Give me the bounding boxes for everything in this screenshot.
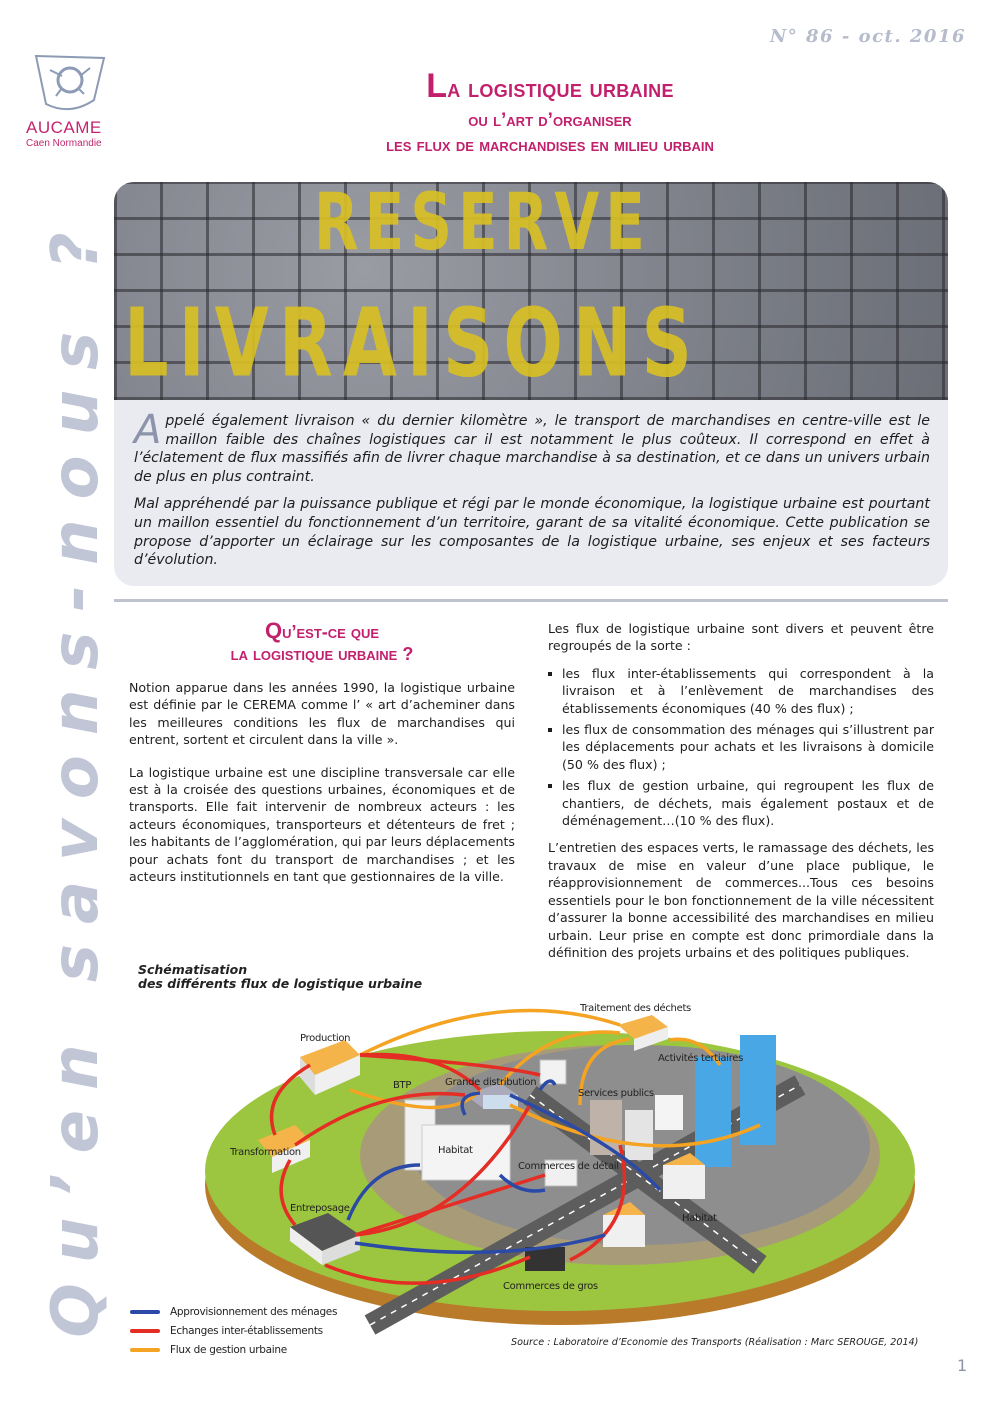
section-heading-line1: u’est-ce que [282, 622, 380, 642]
list-item: les flux inter-établissements qui correspondent à la livraison et à l’enlèvement de marchandises des établissements économiques (40 % des flux) ; [548, 665, 934, 717]
label-entreposage: Entreposage [290, 1203, 350, 1214]
label-habitat: Habitat [438, 1145, 473, 1156]
title-main: a logistique urbaine [447, 73, 674, 103]
label-btp: BTP [393, 1080, 412, 1091]
label-commerces-detail: Commerces de détail [518, 1161, 619, 1172]
label-services-publics: Services publics [578, 1088, 654, 1099]
photo-paint-line2: LIVRAISONS [124, 287, 702, 399]
issue-number: N° 86 - oct. 2016 [769, 26, 966, 47]
diagram-title-line1: Schématisation [138, 962, 248, 977]
section-divider [114, 599, 948, 602]
section-heading-initial: Q [264, 618, 283, 643]
label-grande-distribution: Grande distribution [445, 1077, 537, 1088]
series-side-title [36, 190, 116, 1360]
aucame-logo [26, 50, 126, 160]
left-paragraph: La logistique urbaine est une discipline transversale car elle est à la croisée des questions urbaines, économiques et de transports. Elle fait intervenir de nombreux acteurs : les acteurs économiques, transporteurs et détenteurs de fret ; les habitants de l’agglomération, qui par leurs déplacements pour achats font du transport de marchandises ; et les acteurs institutionnels en tant que gestionnaires de la ville. [129, 764, 515, 885]
left-paragraph: Notion apparue dans les années 1990, la logistique urbaine est définie par le CEREMA comme l’ « art d’acheminer dans les meilleures conditions les flux de marchandises qui entrent, sortent et circulent dans la ville ». [129, 680, 515, 748]
legend-item [130, 1321, 337, 1340]
legend-item [130, 1302, 337, 1321]
intro-paragraph-1: ppelé également livraison « du dernier kilomètre », le transport de marchandises en centre-ville est le maillon faible des chaînes logistiques car il est notamment le plus coûteux. Il correspond en effet à l’éclatement de flux massifiés afin de livrer chaque marchandise à sa destination, et ce dans un univers urbain de plus en plus contraint. [134, 413, 930, 485]
series-side-title-text: Qu’en savons-nous ? [39, 212, 113, 1338]
hero-photo [114, 182, 948, 400]
logistics-flow-diagram [200, 995, 920, 1335]
legend-item [130, 1340, 337, 1359]
diagram-title [138, 963, 422, 991]
intro-panel [114, 182, 948, 586]
legend-swatch-red [130, 1329, 160, 1333]
section-heading [129, 620, 515, 665]
list-item: les flux de gestion urbaine, qui regroupent les flux de chantiers, de déchets, mais également postaux et de déménagement…(10 % des flux). [548, 777, 934, 829]
legend-swatch-orange [130, 1348, 160, 1352]
diagram-source: Source : Laboratoire d’Economie des Transports (Réalisation : Marc SEROUGE, 2014) [511, 1337, 919, 1348]
logo-name: AUCAME [26, 118, 102, 137]
label-production: Production [300, 1033, 351, 1044]
page-number: 1 [957, 1356, 968, 1375]
right-closing: L’entretien des espaces verts, le ramassage des déchets, les travaux de mise en valeur d’une place publique, le réapprovisionnement de commerces...Tous ces besoins essentiels pour le bon fonctionnement de la ville nécessitent d’assurer la bonne accessibilité des marchandises en milieu urbain. Leur prise en compte est donc primordiale dans la définition des projets urbains et des politiques publiques. [548, 840, 934, 960]
title-subtitle-1: ou l’art d’organiser [468, 110, 632, 131]
photo-paint-line1: RESERVE [314, 182, 651, 268]
section-heading-line2: la logistique urbaine ? [230, 644, 414, 664]
logo-emblem-icon [30, 50, 110, 114]
label-activites-tertiaires: Activités tertiaires [658, 1053, 744, 1064]
legend-label: Flux de gestion urbaine [170, 1343, 287, 1356]
label-commerces-gros: Commerces de gros [503, 1281, 598, 1292]
label-traitement-dechets: Traitement des déchets [580, 1003, 691, 1014]
legend-label: Approvisionnement des ménages [170, 1305, 338, 1318]
legend-swatch-blue [130, 1310, 160, 1314]
title-initial: L [426, 67, 448, 105]
list-item: les flux de consommation des ménages qui s’illustrent par les déplacements pour achats et les livraisons à domicile (50 % des flux) ; [548, 721, 934, 773]
logo-subtitle: Caen Normandie [26, 138, 102, 149]
left-column [129, 620, 515, 900]
intro-paragraph-2: Mal appréhendé par la puissance publique et régi par le monde économique, la logistique urbaine est pourtant un maillon essentiel du fonctionnement d’un territoire, garant de sa vitalité économique. Cette publication se propose d’apporter un éclairage sur les composantes de la logistique urbaine, ses enjeux et ses facteurs d’évolution. [134, 496, 930, 569]
diagram-legend [130, 1302, 337, 1359]
diagram-title-line2: des différents flux de logistique urbaine [138, 976, 423, 991]
page-title [240, 66, 860, 158]
flux-list [548, 665, 934, 830]
legend-label: Echanges inter-établissements [170, 1324, 323, 1337]
label-transformation: Transformation [230, 1147, 301, 1158]
right-column [548, 620, 934, 976]
right-intro: Les flux de logistique urbaine sont divers et peuvent être regroupés de la sorte : [548, 621, 934, 654]
title-subtitle-2: les flux de marchandises en milieu urbain [386, 135, 714, 156]
label-habitat-2: Habitat [682, 1213, 717, 1224]
intro-text [134, 407, 930, 579]
dropcap: A [134, 407, 162, 453]
